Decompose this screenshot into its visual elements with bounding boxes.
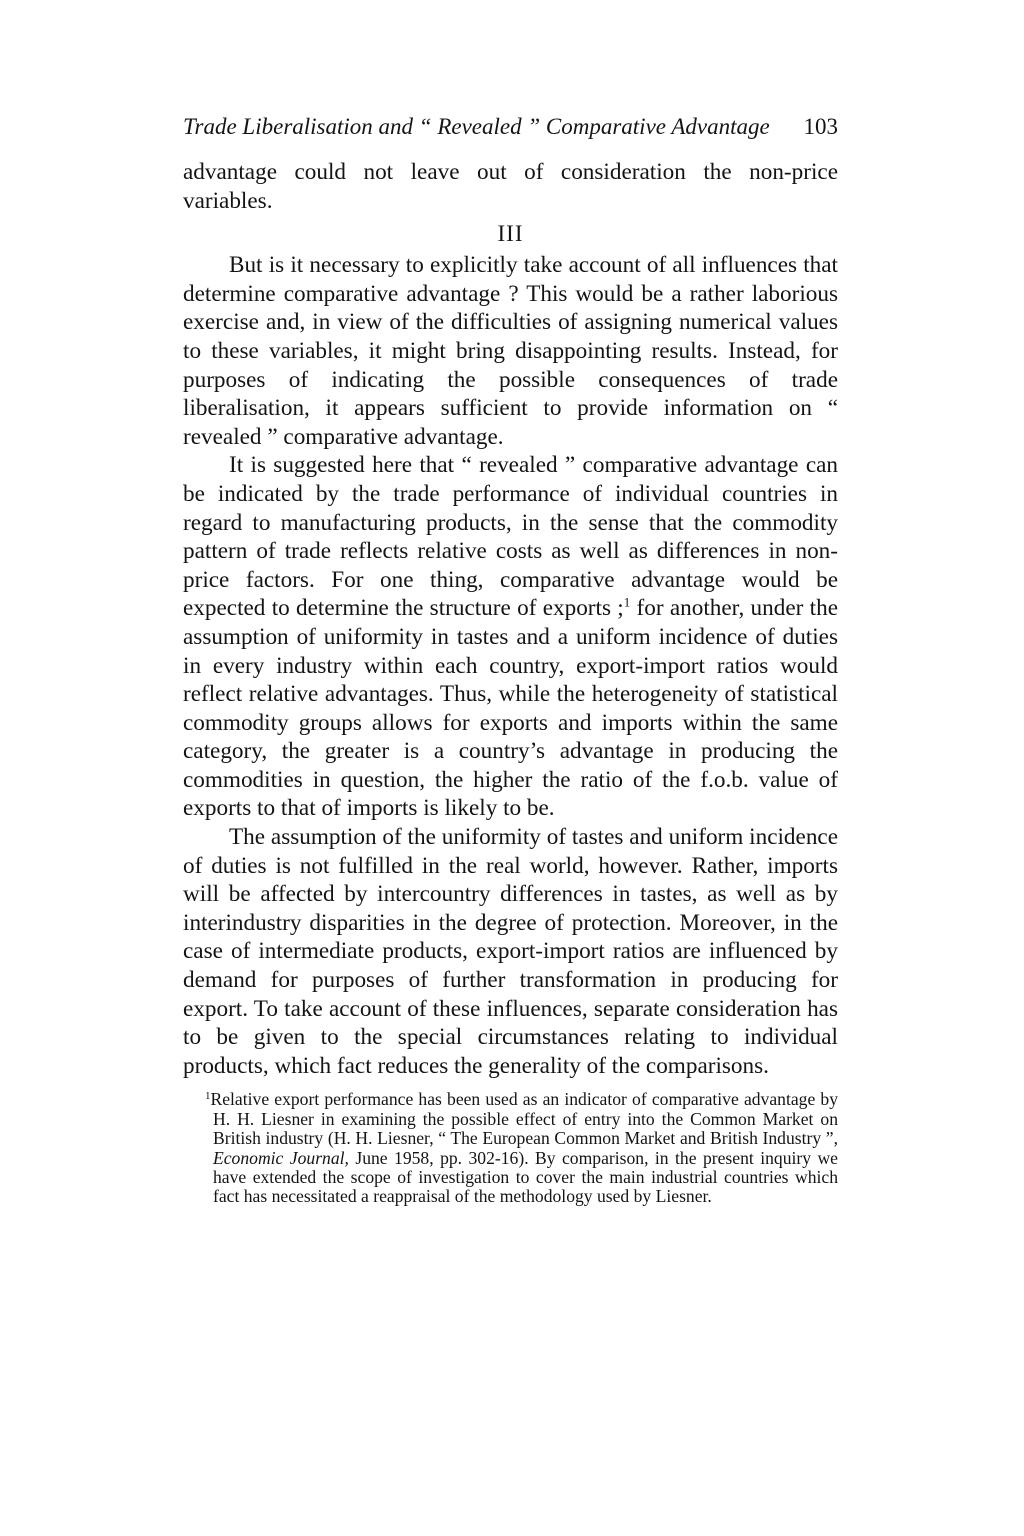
paragraph-text: for another, under the assumption of uniformity in tastes and a uniform incidence of duties in every industry within each country, export-import ratios would reflect relative advantages. Thus, while the heterogeneity of statistical commodity groups allows for exports and imports within the same category, the greater is a country’s advantage in producing the commodities in question, the higher the ratio of the f.o.b. value of exports to that of imports is likely to be.	[183, 595, 838, 822]
paragraph-continuation: advantage could not leave out of consideration the non-price variables.	[183, 159, 838, 214]
footnote-journal-title: Economic Journal,	[213, 1147, 349, 1168]
body-text	[183, 158, 838, 1080]
footnote	[183, 1090, 838, 1206]
footnote-reference: 1	[623, 594, 631, 610]
running-head-title: Trade Liberalisation and “ Revealed ” Comparative Advantage	[183, 114, 770, 139]
footnote-text: Relative export performance has been used as an indicator of comparative advantage by H. H. Liesner in examining the possible effect of entry into the Common Market on British industry (H. H. Liesner, “ The European Common Market and British Industry ”,	[210, 1089, 838, 1149]
paragraph: But is it necessary to explicitly take account of all influences that determine comparative advantage ? This would be a rather laborious exercise and, in view of the difficulties of assigning numerical values to these variables, it might bring disappointing results. Instead, for purposes of indicating the possible consequences of trade liberalisation, it appears sufficient to provide information on “ revealed ” comparative advantage.	[183, 252, 838, 450]
page-number: 103	[803, 114, 838, 139]
section-heading: III	[497, 221, 524, 247]
paragraph	[183, 451, 838, 823]
paragraph: The assumption of the uniformity of tastes and uniform incidence of duties is not fulfilled in the real world, however. Rather, imports will be affected by intercountry differences in tastes, as well as by interindustry disparities in the degree of protection. Moreover, in the case of intermediate products, export-import ratios are influenced by demand for purposes of further transformation in producing for export. To take account of these influences, separate consideration has to be given to the special circumstances relating to individual products, which fact reduces the generality of the comparisons.	[183, 824, 838, 1079]
paragraph-text: It is suggested here that “ revealed ” comparative advantage can be indicated by the trade performance of individual countries in regard to manufacturing products, in the sense that the commodity pattern of trade reflects relative costs as well as differences in non-price factors. For one thing, comparative advantage would be expected to determine the structure of exports ;	[183, 452, 838, 622]
footnote-text: June 1958, pp. 302-16). By comparison, in the present inquiry we have extended the scope of investigation to cover the main industrial countries which fact has necessitated a reappraisal of the methodology used by Liesner.	[213, 1147, 838, 1207]
running-head	[183, 112, 838, 158]
footnote-marker: 1	[205, 1089, 211, 1102]
document-page	[183, 112, 838, 1207]
